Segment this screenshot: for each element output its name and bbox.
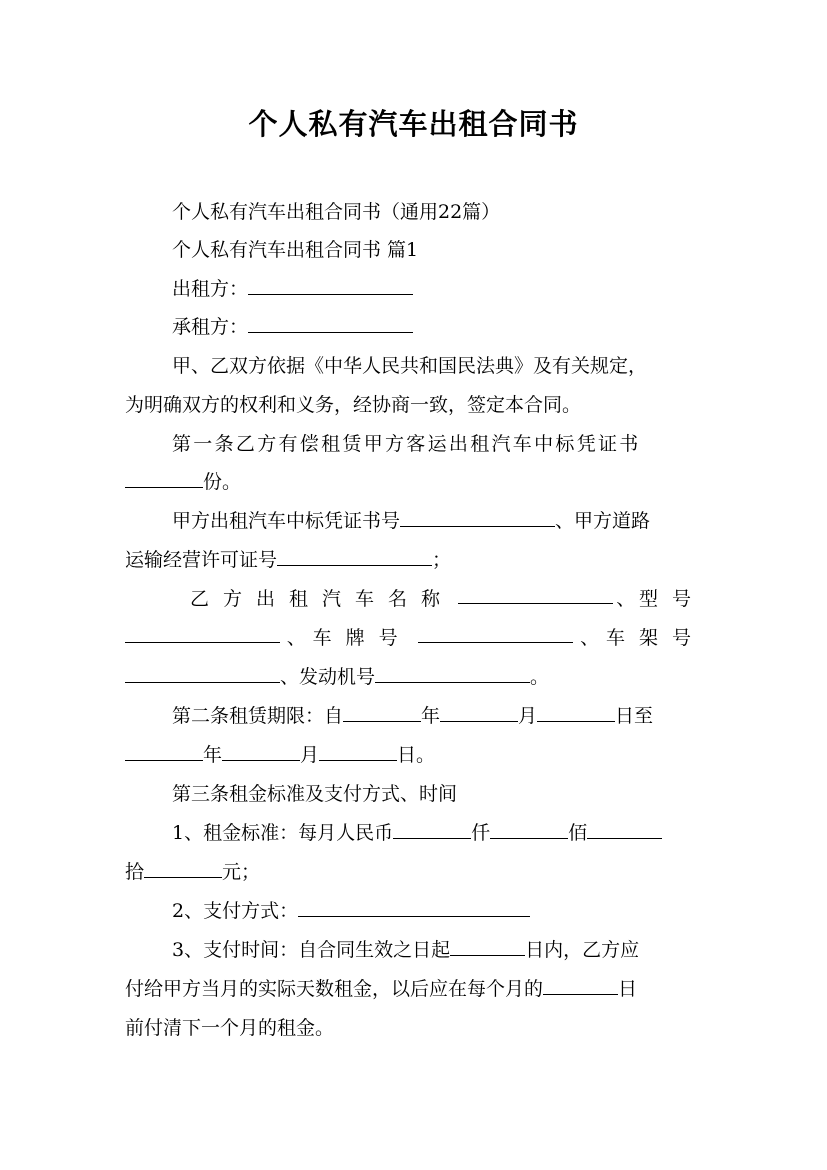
lessor-blank (248, 277, 413, 295)
vehicle-end: 。 (530, 666, 550, 688)
article-1-line-2 (125, 469, 705, 495)
tens-blank (587, 821, 662, 839)
thousands-blank (393, 821, 471, 839)
lessor-label: 出租方： (172, 278, 249, 300)
engine-blank (375, 665, 530, 683)
certificate-label: 甲方出租汽车中标凭证书号 (172, 510, 401, 532)
payment-time-label: 3、支付时间：自合同生效之日起 (172, 939, 451, 961)
payment-time-line-2 (125, 976, 705, 1002)
article-2-line-2 (125, 742, 705, 768)
tens-text: 拾 (125, 861, 145, 883)
hundreds-text: 佰 (568, 822, 588, 844)
rent-standard-line (172, 820, 705, 846)
monthly-day-blank (543, 977, 618, 995)
article-3-heading: 第三条租金标准及支付方式、时间 (172, 783, 458, 805)
year-text: 年 (421, 705, 441, 727)
page-title: 个人私有汽车出租合同书 (248, 107, 579, 141)
lessee-line (172, 314, 705, 340)
payment-method-label: 2、支付方式： (172, 900, 299, 922)
days-blank (450, 938, 525, 956)
separator: 、 (286, 627, 306, 649)
lease-term-label: 第二条租赁期限：自 (172, 705, 344, 727)
month-text: 月 (300, 744, 320, 766)
start-year-blank (343, 704, 421, 722)
permit-label: 运输经营许可证号 (125, 549, 278, 571)
intro-line-1: 甲、乙双方依据《中华人民共和国民法典》及有关规定， (172, 355, 648, 377)
year-text: 年 (203, 744, 223, 766)
doc-subtitle: 个人私有汽车出租合同书（通用22篇） (172, 201, 501, 223)
vehicle-line-1 (190, 586, 705, 612)
start-day-blank (537, 704, 615, 722)
end-day-blank (319, 743, 397, 761)
model-label: 型号 (638, 588, 705, 610)
road-permit-label: 、甲方道路 (555, 510, 651, 532)
intro-line-2: 为明确双方的权利和义务，经协商一致，签定本合同。 (125, 394, 582, 416)
section-heading: 个人私有汽车出租合同书 篇1 (172, 239, 419, 261)
end-year-blank (125, 743, 203, 761)
vehicle-name-blank (458, 586, 613, 604)
hundreds-blank (490, 821, 568, 839)
yuan-text: 元； (222, 861, 261, 883)
lessor-line (172, 276, 705, 302)
vehicle-line-2 (125, 625, 705, 651)
start-month-blank (440, 704, 518, 722)
lessee-label: 承租方： (172, 316, 249, 338)
thousands-text: 仟 (471, 822, 491, 844)
month-text: 月 (518, 705, 538, 727)
payment-method-line (172, 898, 705, 924)
day-end-text: 日。 (397, 744, 436, 766)
payment-time-line-1 (172, 937, 705, 963)
plate-label: 车牌号 (312, 627, 412, 649)
yuan-blank (144, 860, 222, 878)
model-blank (125, 625, 280, 643)
payment-method-blank (298, 899, 530, 917)
permit-line (125, 547, 705, 573)
frame-blank (125, 665, 280, 683)
payment-time-line-3: 前付清下一个月的租金。 (125, 1017, 335, 1039)
lessee-blank (248, 315, 413, 333)
copies-text: 份。 (203, 471, 242, 493)
rent-standard-label: 1、租金标准：每月人民币 (172, 822, 394, 844)
article-2-line-1 (172, 703, 705, 729)
permit-blank (277, 548, 432, 566)
permit-end: ； (432, 549, 452, 571)
article-1-line-1: 第一条乙方有偿租赁甲方客运出租汽车中标凭证书 (172, 433, 641, 455)
copies-blank (125, 470, 203, 488)
day-text: 日 (618, 978, 638, 1000)
certificate-blank (400, 509, 555, 527)
engine-label: 、发动机号 (280, 666, 376, 688)
vehicle-line-3 (125, 664, 705, 690)
payment-time-text: 日内，乙方应 (525, 939, 640, 961)
plate-blank (418, 625, 573, 643)
monthly-payment-text: 付给甲方当月的实际天数租金，以后应在每个月的 (125, 978, 544, 1000)
vehicle-name-label: 乙方出租汽车名称 (190, 588, 455, 610)
frame-label: 车架号 (605, 627, 705, 649)
separator: 、 (580, 627, 600, 649)
certificate-line (172, 508, 705, 534)
separator: 、 (616, 588, 636, 610)
day-to-text: 日至 (615, 705, 654, 727)
end-month-blank (222, 743, 300, 761)
rent-standard-line-2 (125, 859, 705, 885)
